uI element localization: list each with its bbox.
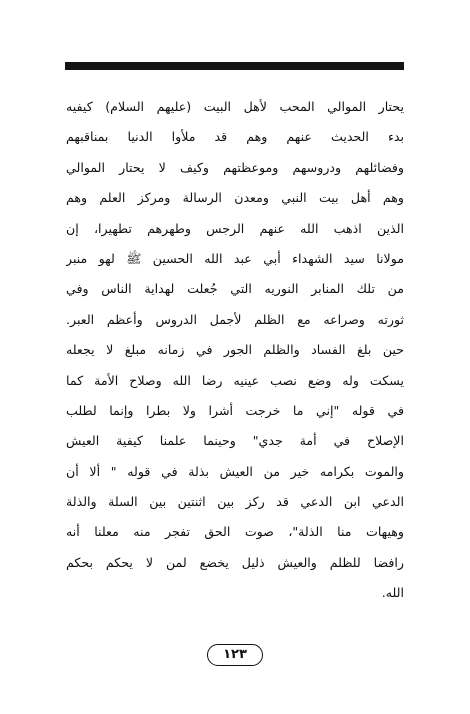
text-line: الإصلاح في أمة جدي" وحينما علمنا كيفية العيش	[66, 433, 404, 449]
text-line: يحتار الموالي المحب لأهل البيت (عليهم السلام) كيفيه	[66, 99, 404, 114]
text-line: مولانا سيد الشهداء أبي عبد الله الحسين ﷺ لهو منبر	[66, 250, 404, 266]
text-line: وفضائلهم ودروسهم وموعظتهم وكيف لا يحتار الموالي	[66, 159, 404, 175]
text-line: يسكت وله وضع نصب عينيه رضا الله وصلاح الأمة كما	[66, 372, 404, 388]
text-line: ثورته وصراعه مع الظلم لأجمل الدروس وأعظم العبر.	[66, 311, 404, 327]
text-line: في قوله "إني ما خرجت أشرا ولا بطرا وإنما لطلب	[66, 402, 404, 418]
text-line: من تلك المنابر النوريه التي جُعلت لهداية الناس وفي	[66, 281, 404, 297]
text-line: بدء الحديث عنهم وهم قد ملأوا الدنيا بمناقبهم	[66, 129, 404, 145]
text-line: حين بلغ الفساد والظلم الجور في زمانه مبلغ لا يجعله	[66, 342, 404, 358]
text-line-final: الله.	[381, 585, 404, 601]
page-number-badge: ١٢٣	[207, 644, 263, 666]
text-line: وهم أهل بيت النبي ومعدن الرسالة ومركز العلم وهم	[66, 190, 404, 206]
text-line: والموت بكرامه خير من العيش بذلة في قوله " ألا أن	[66, 463, 404, 479]
text-line: الدعي ابن الدعي قد ركز بين اثنتين بين السلة والذلة	[66, 494, 404, 510]
text-line: الذين اذهب الله عنهم الرجس وطهرهم تطهيرا، إن	[66, 220, 404, 236]
text-line: رافضا للظلم والعيش ذليل يخضع لمن لا يحكم بحكم	[66, 554, 404, 570]
body-text	[66, 92, 404, 609]
text-line: وهيهات منا الذلة"، صوت الحق تفجر منه معلنا أنه	[66, 524, 404, 540]
top-rule	[65, 62, 404, 70]
